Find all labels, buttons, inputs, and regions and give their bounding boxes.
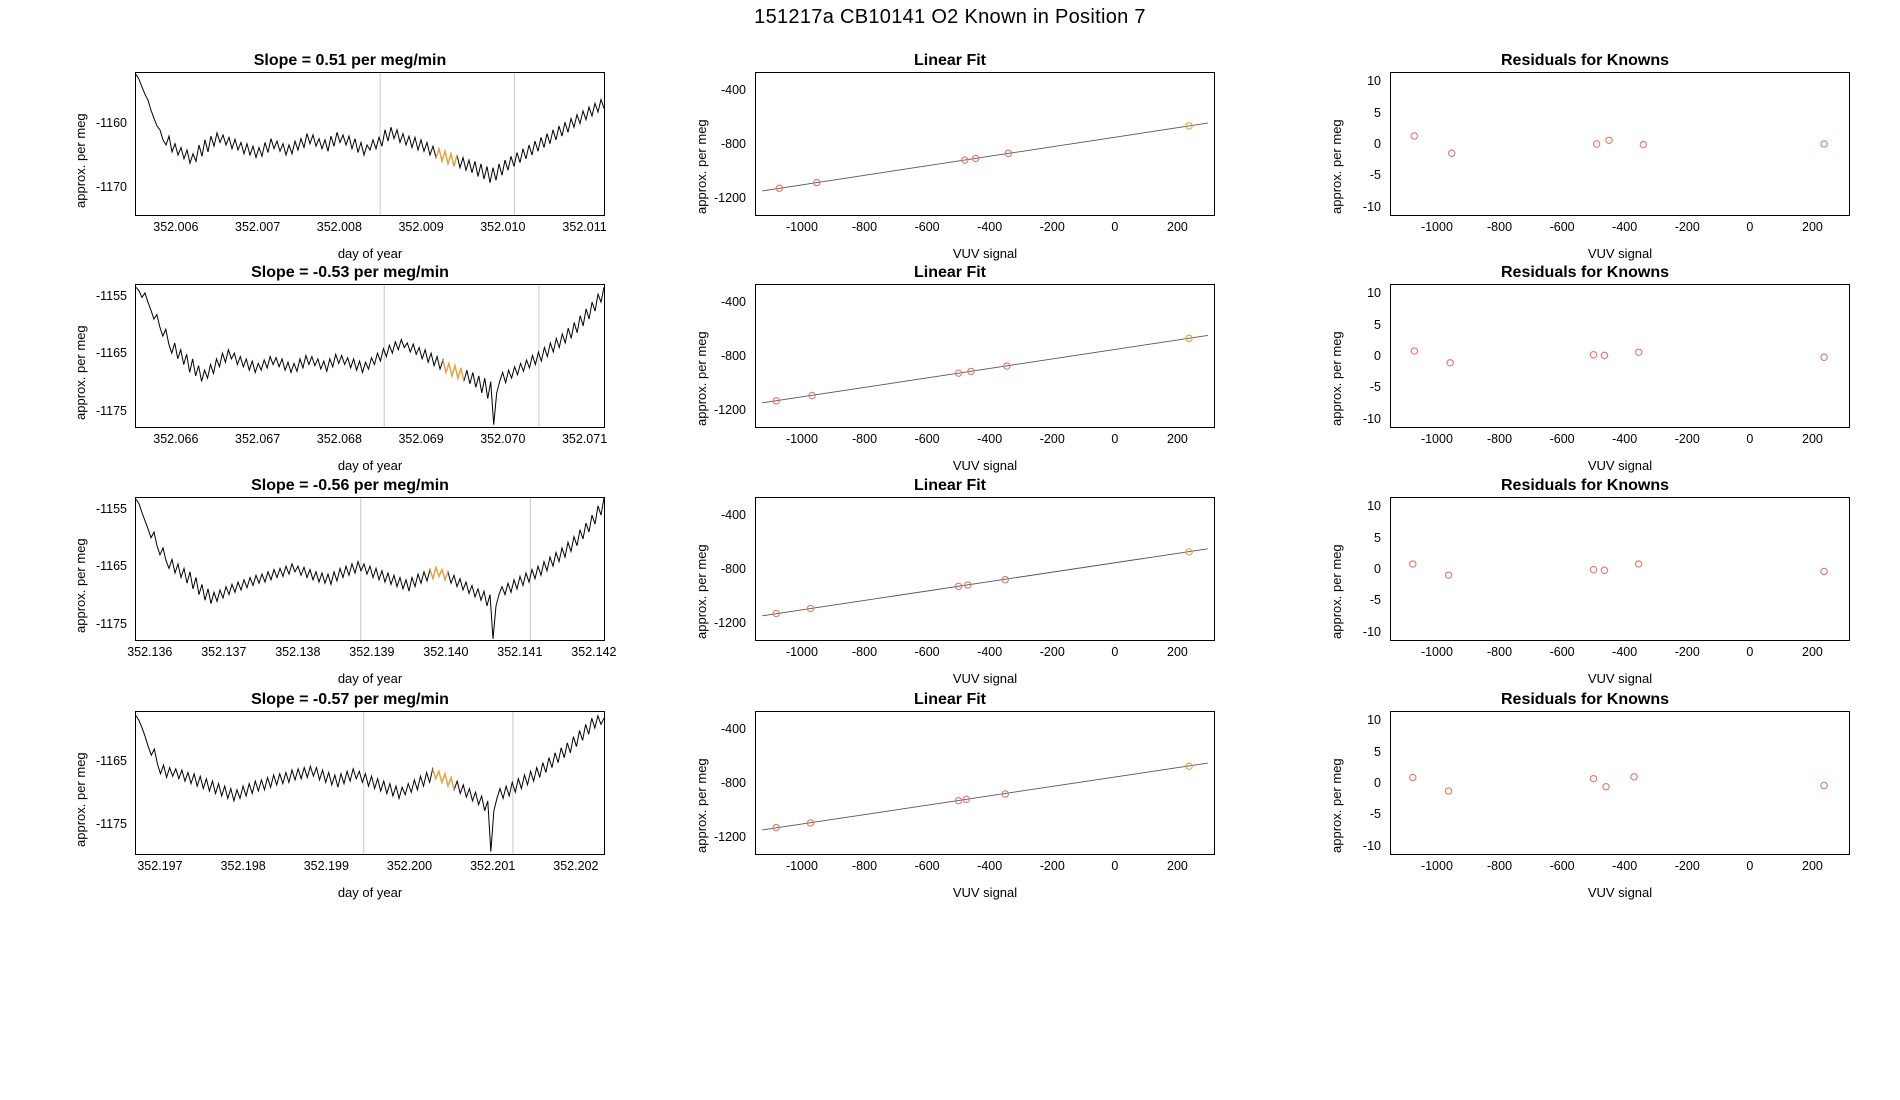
linear-fit-title: Linear Fit: [913, 264, 986, 281]
x-tick-label: -800: [1487, 859, 1513, 873]
x-tick-label: 352.006: [153, 220, 199, 234]
time-series-title: Slope = -0.56 per meg/min: [251, 477, 449, 494]
x-tick-label: -600: [914, 645, 940, 659]
time-series-x-axis-label: day of year: [337, 885, 403, 900]
x-tick-label: 352.202: [553, 859, 599, 873]
x-tick-label: 352.142: [571, 645, 617, 659]
y-tick-label: -800: [720, 349, 746, 363]
x-tick-label: 352.138: [275, 645, 321, 659]
x-tick-label: 200: [1167, 432, 1188, 446]
x-tick-label: 352.069: [398, 432, 444, 446]
linear-fit-title: Linear Fit: [913, 691, 986, 708]
x-tick-label: -200: [1039, 859, 1065, 873]
y-tick-label: -1200: [714, 403, 746, 418]
y-tick-label: -5: [1369, 593, 1381, 608]
y-tick-label: -5: [1369, 168, 1381, 183]
y-tick-label: -800: [720, 562, 746, 576]
y-tick-label: -1155: [95, 288, 127, 303]
x-tick-label: 352.068: [316, 432, 362, 446]
residuals-y-axis-label: approx. per meg: [1329, 331, 1344, 426]
x-tick-label: 352.197: [137, 859, 183, 873]
y-tick-label: -10: [1362, 838, 1381, 853]
x-tick-label: -600: [1549, 859, 1575, 873]
y-tick-label: -10: [1362, 199, 1381, 214]
residuals-x-axis-label: VUV signal: [1587, 671, 1653, 686]
x-tick-label: 352.139: [349, 645, 395, 659]
time-series-y-ticks: [85, 497, 131, 641]
x-tick-label: -1000: [1420, 432, 1453, 446]
y-tick-label: -800: [720, 137, 746, 151]
time-series-title: Slope = 0.51 per meg/min: [253, 52, 447, 69]
x-tick-label: 0: [1111, 859, 1119, 873]
x-tick-label: -1000: [1420, 220, 1453, 234]
time-series-y-ticks: [85, 284, 131, 428]
x-tick-label: 0: [1111, 432, 1119, 446]
x-tick-label: 200: [1167, 645, 1188, 659]
x-tick-label: 0: [1111, 645, 1119, 659]
y-tick-label: -1200: [714, 830, 746, 845]
y-tick-label: 10: [1367, 713, 1381, 728]
y-tick-label: -400: [720, 294, 746, 309]
linear-fit-y-ticks: [702, 711, 750, 855]
linear-fit-y-ticks: [702, 497, 750, 641]
x-tick-label: 352.010: [480, 220, 526, 234]
y-tick-label: -400: [720, 507, 746, 522]
y-tick-label: -1165: [95, 346, 127, 361]
y-tick-label: 5: [1374, 317, 1381, 332]
x-tick-label: 352.140: [423, 645, 469, 659]
time-series-y-ticks: [85, 711, 131, 855]
x-tick-label: -600: [1549, 645, 1575, 659]
x-tick-label: 0: [1746, 220, 1754, 234]
residuals-y-ticks: [1347, 72, 1385, 216]
x-tick-label: 352.199: [303, 859, 349, 873]
linear-fit-plot-area: [755, 284, 1215, 428]
x-tick-label: -800: [1487, 645, 1513, 659]
linear-fit-plot-area: [755, 497, 1215, 641]
x-tick-label: -400: [977, 220, 1003, 234]
residuals-y-ticks: [1347, 284, 1385, 428]
time-series-x-axis-label: day of year: [337, 458, 403, 473]
time-series-y-axis-label: approx. per meg: [73, 538, 88, 633]
residuals-x-ticks: [1390, 859, 1850, 879]
x-tick-label: -400: [1612, 432, 1638, 446]
x-tick-label: -1000: [1420, 859, 1453, 873]
residuals-title: Residuals for Knowns: [1500, 52, 1670, 69]
residuals-plot-area: [1390, 497, 1850, 641]
linear-fit-plot-area: [755, 72, 1215, 216]
y-tick-label: -5: [1369, 380, 1381, 395]
linear-fit-title: Linear Fit: [913, 477, 986, 494]
x-tick-label: 352.200: [386, 859, 433, 873]
x-tick-label: 200: [1802, 220, 1823, 234]
time-series-plot-area: [135, 284, 605, 428]
x-tick-label: -600: [914, 432, 940, 446]
time-series-y-ticks: [85, 72, 131, 216]
time-series-x-ticks: [135, 859, 605, 879]
x-tick-label: 352.071: [561, 432, 608, 446]
residuals-y-axis-label: approx. per meg: [1329, 119, 1344, 214]
y-tick-label: -400: [720, 82, 746, 97]
x-tick-label: -1000: [785, 220, 818, 234]
linear-fit-y-axis-label: approx. per meg: [694, 119, 709, 214]
x-tick-label: 352.011: [562, 220, 607, 234]
linear-fit-y-axis-label: approx. per meg: [694, 758, 709, 853]
y-tick-label: -1200: [714, 191, 746, 206]
y-tick-label: 0: [1374, 137, 1381, 151]
x-tick-label: -600: [1549, 432, 1575, 446]
x-tick-label: -800: [852, 645, 878, 659]
time-series-x-axis-label: day of year: [337, 671, 403, 686]
linear-fit-y-axis-label: approx. per meg: [694, 331, 709, 426]
residuals-title: Residuals for Knowns: [1500, 691, 1670, 708]
x-tick-label: 0: [1746, 432, 1754, 446]
linear-fit-x-axis-label: VUV signal: [952, 671, 1018, 686]
x-tick-label: -600: [1549, 220, 1575, 234]
x-tick-label: -200: [1674, 645, 1700, 659]
time-series-y-axis-label: approx. per meg: [73, 325, 88, 420]
x-tick-label: 200: [1167, 220, 1188, 234]
y-tick-label: -10: [1362, 624, 1381, 639]
y-tick-label: 10: [1367, 499, 1381, 514]
x-tick-label: 0: [1746, 645, 1754, 659]
x-tick-label: -200: [1039, 220, 1065, 234]
x-tick-label: -1000: [785, 859, 818, 873]
x-tick-label: 0: [1111, 220, 1119, 234]
time-series-title: Slope = -0.53 per meg/min: [251, 264, 449, 281]
x-tick-label: 352.201: [470, 859, 516, 873]
x-tick-label: 352.070: [480, 432, 526, 446]
x-tick-label: -1000: [785, 645, 818, 659]
y-tick-label: 10: [1367, 74, 1381, 89]
y-tick-label: -5: [1369, 807, 1381, 822]
x-tick-label: -800: [852, 432, 878, 446]
chart-row: [0, 657, 1900, 912]
residuals-x-axis-label: VUV signal: [1587, 246, 1653, 261]
x-tick-label: -800: [852, 859, 878, 873]
x-tick-label: -200: [1039, 645, 1065, 659]
time-series-y-axis-label: approx. per meg: [73, 752, 88, 847]
x-tick-label: 352.008: [316, 220, 362, 234]
linear-fit-x-ticks: [755, 859, 1215, 879]
time-series-plot-area: [135, 72, 605, 216]
y-tick-label: 5: [1374, 530, 1381, 545]
x-tick-label: -400: [977, 432, 1003, 446]
x-tick-label: -800: [1487, 432, 1513, 446]
linear-fit-x-axis-label: VUV signal: [952, 885, 1018, 900]
y-tick-label: -10: [1362, 411, 1381, 426]
y-tick-label: -1175: [95, 403, 127, 418]
y-tick-label: -1175: [95, 816, 127, 831]
x-tick-label: -800: [1487, 220, 1513, 234]
linear-fit-x-axis-label: VUV signal: [952, 246, 1018, 261]
linear-fit-title: Linear Fit: [913, 52, 986, 69]
residuals-title: Residuals for Knowns: [1500, 477, 1670, 494]
y-tick-label: -1165: [95, 559, 127, 574]
y-tick-label: 0: [1374, 562, 1381, 576]
time-series-x-axis-label: day of year: [337, 246, 403, 261]
linear-fit-y-ticks: [702, 284, 750, 428]
x-tick-label: 352.066: [153, 432, 199, 446]
x-tick-label: 0: [1746, 859, 1754, 873]
figure-title: 151217a CB10141 O2 Known in Position 7: [754, 6, 1146, 28]
x-tick-label: 352.198: [220, 859, 266, 873]
y-tick-label: -1160: [95, 116, 127, 131]
x-tick-label: -1000: [1420, 645, 1453, 659]
x-tick-label: -800: [852, 220, 878, 234]
y-tick-label: -1170: [95, 180, 127, 195]
x-tick-label: 352.137: [201, 645, 247, 659]
linear-fit-y-ticks: [702, 72, 750, 216]
residuals-x-axis-label: VUV signal: [1587, 458, 1653, 473]
x-tick-label: -600: [914, 220, 940, 234]
residuals-y-ticks: [1347, 711, 1385, 855]
time-series-title: Slope = -0.57 per meg/min: [251, 691, 449, 708]
time-series-panel: [55, 657, 615, 912]
linear-fit-y-axis-label: approx. per meg: [694, 544, 709, 639]
y-tick-label: 5: [1374, 105, 1381, 120]
x-tick-label: 352.067: [235, 432, 281, 446]
linear-fit-plot-area: [755, 711, 1215, 855]
residuals-x-axis-label: VUV signal: [1587, 885, 1653, 900]
residuals-y-axis-label: approx. per meg: [1329, 544, 1344, 639]
y-tick-label: -1155: [95, 501, 127, 516]
y-tick-label: 10: [1367, 286, 1381, 301]
residuals-y-axis-label: approx. per meg: [1329, 758, 1344, 853]
x-tick-label: -200: [1674, 432, 1700, 446]
x-tick-label: -400: [1612, 220, 1638, 234]
x-tick-label: -400: [1612, 859, 1638, 873]
time-series-y-axis-label: approx. per meg: [73, 113, 88, 208]
x-tick-label: 352.141: [497, 645, 543, 659]
y-tick-label: -1200: [714, 616, 746, 631]
x-tick-label: -200: [1674, 859, 1700, 873]
x-tick-label: 200: [1802, 859, 1823, 873]
linear-fit-x-axis-label: VUV signal: [952, 458, 1018, 473]
linear-fit-panel: [650, 657, 1250, 912]
x-tick-label: -200: [1039, 432, 1065, 446]
y-tick-label: 0: [1374, 349, 1381, 363]
residuals-panel: [1285, 657, 1885, 912]
x-tick-label: 200: [1802, 432, 1823, 446]
x-tick-label: 352.009: [398, 220, 444, 234]
time-series-plot-area: [135, 497, 605, 641]
x-tick-label: 352.136: [127, 645, 173, 659]
y-tick-label: -1165: [95, 754, 127, 769]
x-tick-label: -400: [1612, 645, 1638, 659]
y-tick-label: -400: [720, 721, 746, 736]
residuals-plot-area: [1390, 711, 1850, 855]
residuals-plot-area: [1390, 72, 1850, 216]
y-tick-label: 5: [1374, 744, 1381, 759]
y-tick-label: -800: [720, 776, 746, 790]
x-tick-label: -200: [1674, 220, 1700, 234]
x-tick-label: -400: [977, 645, 1003, 659]
x-tick-label: -600: [914, 859, 940, 873]
residuals-title: Residuals for Knowns: [1500, 264, 1670, 281]
x-tick-label: -1000: [785, 432, 818, 446]
y-tick-label: -1175: [95, 616, 127, 631]
y-tick-label: 0: [1374, 776, 1381, 790]
residuals-plot-area: [1390, 284, 1850, 428]
x-tick-label: 352.007: [235, 220, 281, 234]
time-series-plot-area: [135, 711, 605, 855]
x-tick-label: 200: [1167, 859, 1188, 873]
x-tick-label: 200: [1802, 645, 1823, 659]
residuals-y-ticks: [1347, 497, 1385, 641]
x-tick-label: -400: [977, 859, 1003, 873]
